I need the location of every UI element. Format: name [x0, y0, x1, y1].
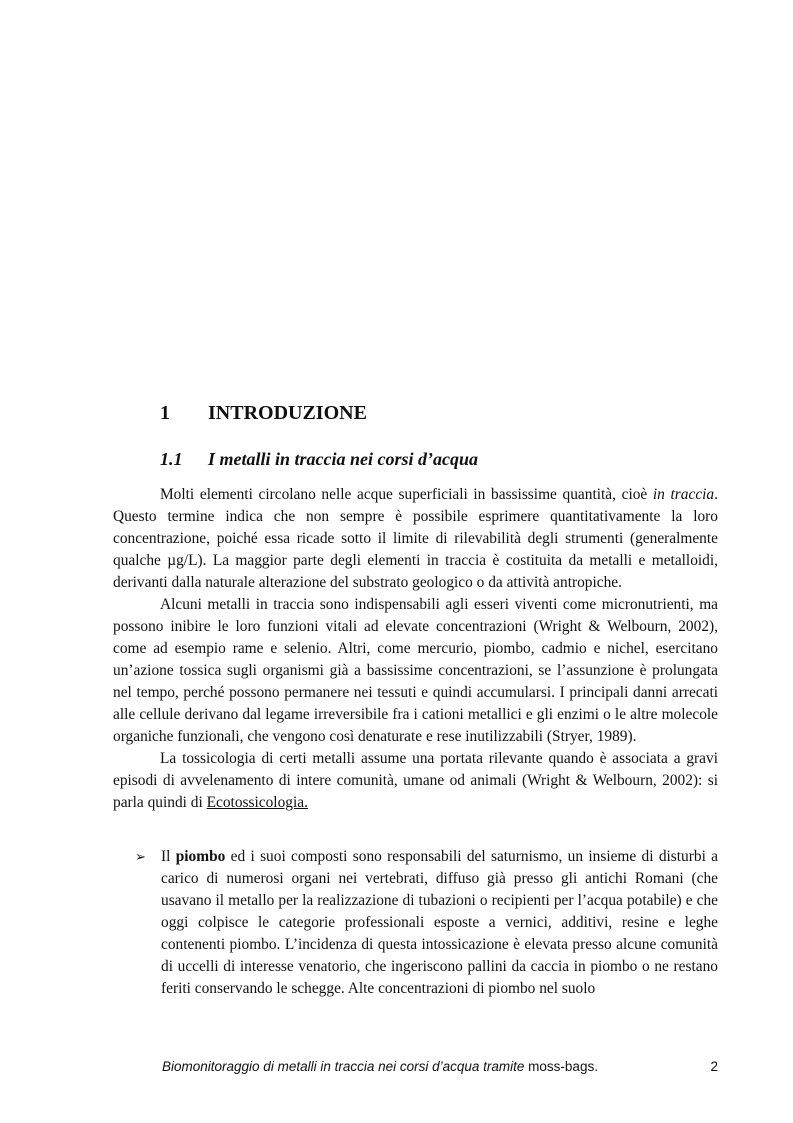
section-number: 1.1: [160, 449, 183, 469]
chapter-number: 1: [160, 402, 170, 424]
bullet-text-a: Il: [161, 848, 176, 865]
arrow-bullet-icon: ➢: [135, 849, 146, 864]
bullet-bold-term: piombo: [175, 848, 226, 865]
ecotossicologia-term: Ecotossicologia.: [206, 794, 308, 811]
paragraph-1-text-b: . Questo termine indica che non sempre è possibile esprimere quantitativamente la loro concentrazione, poiché essa ricade sotto il limite di rilevabilità degli strumenti (generalmente qualche µg/L). La maggior parte degli elementi in traccia è costituita da metalli e metalloidi, derivanti dalla naturale alterazione del substrato geologico o da attività antropiche.: [113, 486, 718, 591]
bullet-text-b: ed i suoi composti sono responsabili del saturnismo, un insieme di disturbi a carico di numerosi organi nei vertebrati, diffuso già presso gli antichi Romani (che usavano il metallo per la realizzazione di tubazioni o recipienti per l’acqua potabile) e che oggi colpisce le categorie professionali esposte a vernici, additivi, resine e leghe contenenti piombo. L’incidenza di questa intossicazione è elevata presso alcune comunità di uccelli di interesse venatorio, che ingeriscono pallini da caccia in piombo o ne restano feriti conservando le schegge. Alte concentrazioni di piombo nel suolo: [161, 848, 718, 997]
paragraph-3: [113, 748, 718, 814]
paragraph-1-emphasis: in traccia: [652, 486, 715, 503]
chapter-heading: [160, 402, 367, 425]
bullet-item-piombo: [113, 846, 718, 1000]
paragraph-1: [113, 484, 718, 594]
section-heading: [160, 449, 478, 470]
chapter-title: INTRODUZIONE: [208, 402, 367, 424]
page-number: 2: [710, 1059, 718, 1074]
paragraph-1-text-a: Molti elementi circolano nelle acque superficiali in bassissime quantità, cioè: [160, 486, 653, 503]
section-title: I metalli in traccia nei corsi d’acqua: [208, 449, 478, 469]
footer-title-rest: moss-bags.: [524, 1059, 598, 1074]
footer-title: Biomonitoraggio di metalli in traccia nei corsi d’acqua tramite: [162, 1059, 525, 1074]
page-footer: [162, 1059, 718, 1074]
paragraph-2: Alcuni metalli in traccia sono indispensabili agli esseri viventi come micronutrienti, ma possono inibire le loro funzioni vitali ad elevate concentrazioni (Wright & Welbourn, 2002), come ad esempio rame e selenio. Altri, come mercurio, piombo, cadmio e nichel, esercitano un’azione tossica sugli organismi già a bassissime concentrazioni, se l’assunzione è prolungata nel tempo, perché possono permanere nei tessuti e quindi accumularsi. I principali danni arrecati alle cellule derivano dal legame irreversibile fra i cationi metallici e gli enzimi o le altre molecole organiche funzionali, che vengono così denaturate e rese inutilizzabili (Stryer, 1989).: [113, 596, 718, 745]
body-text: [113, 484, 718, 814]
paragraph-3-text: La tossicologia di certi metalli assume una portata rilevante quando è associata a gravi episodi di avvelenamento di intere comunità, umane od animali (Wright & Welbourn, 2002): si parla quindi di: [113, 750, 718, 811]
bullet-text: [161, 846, 718, 1000]
